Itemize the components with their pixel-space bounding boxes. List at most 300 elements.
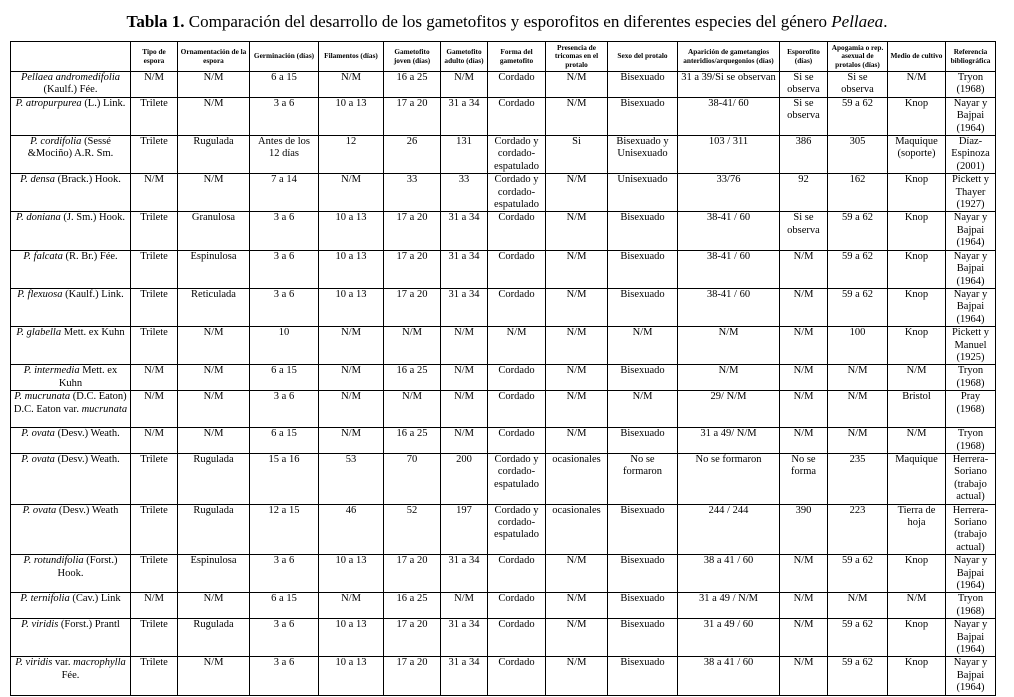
species-cell: [11, 619, 131, 657]
table-cell: 31 a 39/Si se observan: [678, 72, 780, 98]
table-cell: 17 a 20: [384, 657, 441, 695]
table-cell: 6 a 15: [250, 365, 319, 391]
table-cell: 59 a 62: [828, 250, 888, 288]
table-cell: 10 a 13: [319, 657, 384, 695]
table-cell: Pray (1968): [946, 391, 996, 428]
table-cell: 31 a 34: [441, 288, 488, 326]
table-cell: Bisexuado: [608, 365, 678, 391]
column-header: Filamentos (días): [319, 42, 384, 72]
species-author: (Brack.) Hook.: [54, 174, 121, 186]
column-header: Apogamia o rep. asexual de protalos (días): [828, 42, 888, 72]
table-cell: N/M: [441, 428, 488, 454]
table-cell: Cordado: [488, 619, 546, 657]
table-cell: Rugulada: [178, 453, 250, 504]
table-cell: 3 a 6: [250, 250, 319, 288]
table-cell: Cordado: [488, 97, 546, 135]
table-cell: 31 a 34: [441, 97, 488, 135]
table-cell: Si se observa: [780, 97, 828, 135]
species-name: P. ovata: [21, 428, 55, 440]
table-cell: N/M: [780, 593, 828, 619]
table-cell: Reticulada: [178, 288, 250, 326]
table-cell: Trilete: [131, 619, 178, 657]
table-body: [11, 72, 996, 696]
table-cell: 6 a 15: [250, 593, 319, 619]
table-cell: N/M: [828, 593, 888, 619]
table-cell: 33: [441, 174, 488, 212]
table-cell: Bisexuado: [608, 428, 678, 454]
table-cell: Cordado: [488, 657, 546, 695]
table-cell: Espinulosa: [178, 555, 250, 593]
species-author: (J. Sm.) Hook.: [60, 212, 125, 224]
column-header: Gametofito adulto (días): [441, 42, 488, 72]
table-cell: Cordado: [488, 288, 546, 326]
table-cell: Tryon (1968): [946, 365, 996, 391]
table-cell: N/M: [546, 72, 608, 98]
table-row: [11, 97, 996, 135]
table-cell: N/M: [319, 391, 384, 428]
species-author: (Cav.) Link: [69, 593, 121, 605]
table-cell: 59 a 62: [828, 555, 888, 593]
table-cell: 16 a 25: [384, 428, 441, 454]
table-cell: Knop: [888, 250, 946, 288]
table-cell: Cordado: [488, 593, 546, 619]
table-cell: 38 a 41 / 60: [678, 657, 780, 695]
column-header: Presencia de tricomas en el protalo: [546, 42, 608, 72]
table-row: [11, 327, 996, 365]
table-cell: Nayar y Bajpai (1964): [946, 657, 996, 695]
table-row: [11, 453, 996, 504]
table-cell: N/M: [546, 428, 608, 454]
species-name: P. cordifolia: [30, 136, 82, 148]
table-cell: 390: [780, 504, 828, 555]
table-cell: N/M: [780, 555, 828, 593]
table-cell: ocasionales: [546, 504, 608, 555]
species-name: P. mucrunata: [14, 391, 71, 403]
table-cell: 38-41 / 60: [678, 212, 780, 250]
table-cell: 3 a 6: [250, 657, 319, 695]
species-name: Pellaea andromedifolia: [20, 72, 121, 83]
table-cell: N/M: [131, 391, 178, 428]
table-cell: 26: [384, 136, 441, 174]
table-row: [11, 250, 996, 288]
table-cell: 46: [319, 504, 384, 555]
table-cell: Bisexuado: [608, 504, 678, 555]
species-author: (Kaulf.) Link.: [62, 288, 124, 300]
table-cell: N/M: [319, 72, 384, 98]
table-cell: Bristol: [888, 391, 946, 428]
table-cell: 17 a 20: [384, 555, 441, 593]
table-cell: 12: [319, 136, 384, 174]
table-cell: 10 a 13: [319, 212, 384, 250]
species-variety-author: Fée.: [61, 669, 80, 681]
table-cell: Unisexuado: [608, 174, 678, 212]
table-cell: 16 a 25: [384, 365, 441, 391]
table-cell: 6 a 15: [250, 428, 319, 454]
table-cell: Knop: [888, 327, 946, 365]
table-cell: Maquique (soporte): [888, 136, 946, 174]
table-cell: 70: [384, 453, 441, 504]
table-row: [11, 593, 996, 619]
species-cell: [11, 428, 131, 454]
table-cell: Díaz-Espinoza (2001): [946, 136, 996, 174]
table-cell: 3 a 6: [250, 97, 319, 135]
table-cell: N/M: [780, 428, 828, 454]
table-cell: N/M: [888, 593, 946, 619]
species-author: (Desv.) Weath.: [54, 428, 120, 440]
table-cell: 59 a 62: [828, 212, 888, 250]
table-cell: Trilete: [131, 657, 178, 695]
table-cell: N/M: [178, 97, 250, 135]
table-cell: 33/76: [678, 174, 780, 212]
table-cell: 3 a 6: [250, 391, 319, 428]
table-cell: Bisexuado: [608, 555, 678, 593]
table-cell: N/M: [178, 391, 250, 428]
table-cell: No se formaron: [678, 453, 780, 504]
species-name: P. viridis: [15, 657, 53, 669]
table-cell: Trilete: [131, 453, 178, 504]
table-cell: N/M: [131, 72, 178, 98]
species-cell: [11, 555, 131, 593]
column-header: Tipo de espora: [131, 42, 178, 72]
column-header: Medio de cultivo: [888, 42, 946, 72]
column-header: Ornamentación de la espora: [178, 42, 250, 72]
caption-label: Tabla 1.: [126, 12, 185, 31]
species-name: P. rotundifolia: [23, 555, 84, 567]
table-cell: 103 / 311: [678, 136, 780, 174]
table-cell: Si se observa: [780, 72, 828, 98]
table-cell: 10 a 13: [319, 555, 384, 593]
table-cell: N/M: [319, 428, 384, 454]
table-cell: Cordado: [488, 391, 546, 428]
table-cell: N/M: [780, 657, 828, 695]
table-cell: N/M: [546, 250, 608, 288]
species-variety: mucrunata: [81, 403, 128, 415]
table-cell: Maquique: [888, 453, 946, 504]
table-cell: Granulosa: [178, 212, 250, 250]
table-row: [11, 174, 996, 212]
species-name: P. atropurpurea: [15, 97, 82, 109]
table-cell: Bisexuado: [608, 593, 678, 619]
table-cell: N/M: [546, 97, 608, 135]
table-cell: Bisexuado: [608, 657, 678, 695]
table-cell: 162: [828, 174, 888, 212]
table-cell: 3 a 6: [250, 619, 319, 657]
species-name: P. doniana: [16, 212, 61, 224]
caption-text: Comparación del desarrollo de los gametofitos y esporofitos en diferentes especies del género: [184, 12, 832, 31]
column-header: Aparición de gametangios anteridios/arquegonios (días): [678, 42, 780, 72]
table-cell: N/M: [131, 428, 178, 454]
table-cell: 100: [828, 327, 888, 365]
table-cell: N/M: [546, 212, 608, 250]
table-cell: Knop: [888, 174, 946, 212]
table-cell: 15 a 16: [250, 453, 319, 504]
table-cell: Trilete: [131, 97, 178, 135]
table-cell: 10 a 13: [319, 250, 384, 288]
table-cell: 131: [441, 136, 488, 174]
table-cell: N/M: [178, 174, 250, 212]
column-header: Referencia bibliográfica: [946, 42, 996, 72]
species-author: (Sessé &Mociño) A.R. Sm.: [27, 136, 114, 160]
table-cell: N/M: [780, 250, 828, 288]
table-cell: Herrera-Soriano (trabajo actual): [946, 504, 996, 555]
table-cell: Trilete: [131, 327, 178, 365]
table-cell: 31 a 34: [441, 555, 488, 593]
table-cell: 3 a 6: [250, 288, 319, 326]
table-cell: Cordado: [488, 212, 546, 250]
table-row: [11, 72, 996, 98]
table-cell: N/M: [131, 365, 178, 391]
table-cell: Nayar y Bajpai (1964): [946, 555, 996, 593]
table-cell: Rugulada: [178, 136, 250, 174]
table-row: [11, 212, 996, 250]
table-cell: N/M: [384, 391, 441, 428]
table-cell: N/M: [546, 657, 608, 695]
column-header: Gametofito joven (días): [384, 42, 441, 72]
table-cell: Nayar y Bajpai (1964): [946, 212, 996, 250]
species-cell: [11, 250, 131, 288]
table-cell: 31 a 49/ N/M: [678, 428, 780, 454]
species-author: (R. Br.) Fée.: [62, 250, 118, 262]
table-row: [11, 365, 996, 391]
table-cell: Si: [546, 136, 608, 174]
species-cell: [11, 97, 131, 135]
table-cell: Cordado y cordado-espatulado: [488, 136, 546, 174]
table-cell: N/M: [546, 593, 608, 619]
table-cell: Trilete: [131, 555, 178, 593]
table-cell: Bisexuado: [608, 619, 678, 657]
column-header: [11, 42, 131, 72]
species-cell: [11, 212, 131, 250]
table-cell: 38-41 / 60: [678, 250, 780, 288]
table-cell: 59 a 62: [828, 619, 888, 657]
species-cell: [11, 288, 131, 326]
table-cell: Bisexuado: [608, 97, 678, 135]
species-name: P. falcata: [23, 250, 63, 262]
table-cell: 3 a 6: [250, 212, 319, 250]
table-cell: Si se observa: [780, 212, 828, 250]
table-cell: Pickett y Manuel (1925): [946, 327, 996, 365]
table-cell: Knop: [888, 212, 946, 250]
table-cell: 17 a 20: [384, 212, 441, 250]
species-name: P. ternifolia: [20, 593, 70, 605]
table-cell: Trilete: [131, 136, 178, 174]
table-cell: N/M: [888, 365, 946, 391]
table-cell: 31 a 34: [441, 212, 488, 250]
table-cell: Knop: [888, 97, 946, 135]
table-cell: Knop: [888, 288, 946, 326]
table-cell: 31 a 34: [441, 657, 488, 695]
species-variety: macrophylla: [73, 657, 126, 669]
table-cell: 59 a 62: [828, 97, 888, 135]
caption-genus: Pellaea: [831, 12, 884, 31]
table-cell: N/M: [608, 327, 678, 365]
column-header: Esporofito (días): [780, 42, 828, 72]
table-cell: N/M: [319, 593, 384, 619]
table-cell: Trilete: [131, 250, 178, 288]
table-cell: 10 a 13: [319, 97, 384, 135]
table-cell: N/M: [546, 174, 608, 212]
table-cell: No se formaron: [608, 453, 678, 504]
table-cell: Herrera-Soriano (trabajo actual): [946, 453, 996, 504]
table-cell: N/M: [546, 619, 608, 657]
table-cell: N/M: [488, 327, 546, 365]
table-cell: Cordado y cordado-espatulado: [488, 174, 546, 212]
table-cell: 10 a 13: [319, 619, 384, 657]
species-cell: [11, 174, 131, 212]
table-cell: Nayar y Bajpai (1964): [946, 619, 996, 657]
table-cell: N/M: [678, 365, 780, 391]
table-cell: 305: [828, 136, 888, 174]
table-cell: Espinulosa: [178, 250, 250, 288]
table-cell: 10 a 13: [319, 288, 384, 326]
table-cell: N/M: [546, 391, 608, 428]
table-row: [11, 288, 996, 326]
table-cell: No se forma: [780, 453, 828, 504]
table-row: [11, 428, 996, 454]
table-cell: N/M: [178, 327, 250, 365]
table-cell: 223: [828, 504, 888, 555]
table-cell: Cordado y cordado-espatulado: [488, 504, 546, 555]
table-row: [11, 657, 996, 695]
table-cell: Trilete: [131, 504, 178, 555]
caption-end: .: [883, 12, 888, 31]
species-name: P. ovata: [21, 453, 55, 465]
table-cell: Nayar y Bajpai (1964): [946, 97, 996, 135]
table-row: [11, 619, 996, 657]
table-cell: N/M: [441, 593, 488, 619]
table-cell: 31 a 34: [441, 250, 488, 288]
table-cell: N/M: [780, 365, 828, 391]
table-cell: Rugulada: [178, 619, 250, 657]
table-cell: 12 a 15: [250, 504, 319, 555]
table-cell: 31 a 49 / 60: [678, 619, 780, 657]
table-cell: 16 a 25: [384, 593, 441, 619]
table-row: [11, 555, 996, 593]
table-cell: 3 a 6: [250, 555, 319, 593]
species-author: Mett. ex Kuhn: [61, 327, 125, 339]
table-cell: Tryon (1968): [946, 72, 996, 98]
species-cell: [11, 327, 131, 365]
table-cell: N/M: [780, 288, 828, 326]
species-author: (Kaulf.) Fée.: [43, 84, 98, 96]
table-cell: N/M: [608, 391, 678, 428]
table-cell: Si se observa: [828, 72, 888, 98]
species-cell: [11, 453, 131, 504]
table-cell: 17 a 20: [384, 250, 441, 288]
species-name: P. viridis: [21, 619, 59, 631]
table-cell: N/M: [828, 365, 888, 391]
table-cell: Nayar y Bajpai (1964): [946, 288, 996, 326]
table-row: [11, 504, 996, 555]
table-cell: N/M: [780, 619, 828, 657]
species-cell: [11, 504, 131, 555]
table-cell: N/M: [546, 555, 608, 593]
species-author: (Desv.) Weath.: [54, 453, 120, 465]
table-cell: 92: [780, 174, 828, 212]
table-cell: Cordado: [488, 428, 546, 454]
table-cell: Bisexuado: [608, 72, 678, 98]
table-cell: N/M: [546, 365, 608, 391]
table-cell: Knop: [888, 657, 946, 695]
table-cell: 17 a 20: [384, 619, 441, 657]
table-cell: Cordado: [488, 72, 546, 98]
table-cell: N/M: [441, 72, 488, 98]
table-cell: N/M: [441, 327, 488, 365]
table-cell: Knop: [888, 619, 946, 657]
table-cell: Cordado: [488, 555, 546, 593]
table-cell: N/M: [546, 288, 608, 326]
table-cell: 6 a 15: [250, 72, 319, 98]
table-cell: N/M: [780, 327, 828, 365]
table-cell: Bisexuado: [608, 250, 678, 288]
table-cell: Tierra de hoja: [888, 504, 946, 555]
table-cell: 197: [441, 504, 488, 555]
table-cell: Rugulada: [178, 504, 250, 555]
table-cell: N/M: [178, 593, 250, 619]
table-cell: Tryon (1968): [946, 428, 996, 454]
table-cell: N/M: [441, 365, 488, 391]
species-author: (Desv.) Weath: [56, 504, 119, 516]
header-row: [11, 42, 996, 72]
table-row: [11, 391, 996, 428]
column-header: Germinación (días): [250, 42, 319, 72]
table-cell: N/M: [178, 365, 250, 391]
species-name: P. intermedia: [23, 365, 80, 377]
table-cell: 31 a 49 / N/M: [678, 593, 780, 619]
table-cell: N/M: [828, 428, 888, 454]
column-header: Forma del gametofito: [488, 42, 546, 72]
table-cell: N/M: [178, 428, 250, 454]
species-cell: [11, 593, 131, 619]
table-cell: 17 a 20: [384, 97, 441, 135]
column-header: Sexo del protalo: [608, 42, 678, 72]
species-name: P. ovata: [22, 504, 57, 516]
species-author: var.: [52, 657, 74, 669]
table-cell: N/M: [178, 657, 250, 695]
species-author: (L.) Link.: [81, 97, 126, 109]
table-cell: 235: [828, 453, 888, 504]
table-cell: 17 a 20: [384, 288, 441, 326]
species-author: (Forst.) Prantl: [58, 619, 120, 631]
table-cell: N/M: [546, 327, 608, 365]
table-cell: N/M: [384, 327, 441, 365]
table-cell: N/M: [131, 593, 178, 619]
table-cell: Trilete: [131, 212, 178, 250]
table-cell: Tryon (1968): [946, 593, 996, 619]
table-cell: 29/ N/M: [678, 391, 780, 428]
species-author: (Forst.) Hook.: [57, 555, 118, 579]
table-cell: N/M: [678, 327, 780, 365]
table-cell: Pickett y Thayer (1927): [946, 174, 996, 212]
table-row: [11, 136, 996, 174]
table-cell: Cordado: [488, 250, 546, 288]
table-cell: 200: [441, 453, 488, 504]
species-author: (D.C. Eaton) D.C. Eaton var.: [13, 391, 127, 415]
table-cell: 38 a 41 / 60: [678, 555, 780, 593]
species-cell: [11, 391, 131, 428]
table-cell: 7 a 14: [250, 174, 319, 212]
species-name: P. densa: [20, 174, 55, 186]
species-name: P. flexuosa: [17, 288, 63, 300]
table-cell: 33: [384, 174, 441, 212]
species-cell: [11, 72, 131, 98]
table-cell: N/M: [441, 391, 488, 428]
table-cell: Antes de los 12 días: [250, 136, 319, 174]
table-cell: 53: [319, 453, 384, 504]
table-cell: Bisexuado: [608, 212, 678, 250]
table-cell: 52: [384, 504, 441, 555]
table-cell: 10: [250, 327, 319, 365]
